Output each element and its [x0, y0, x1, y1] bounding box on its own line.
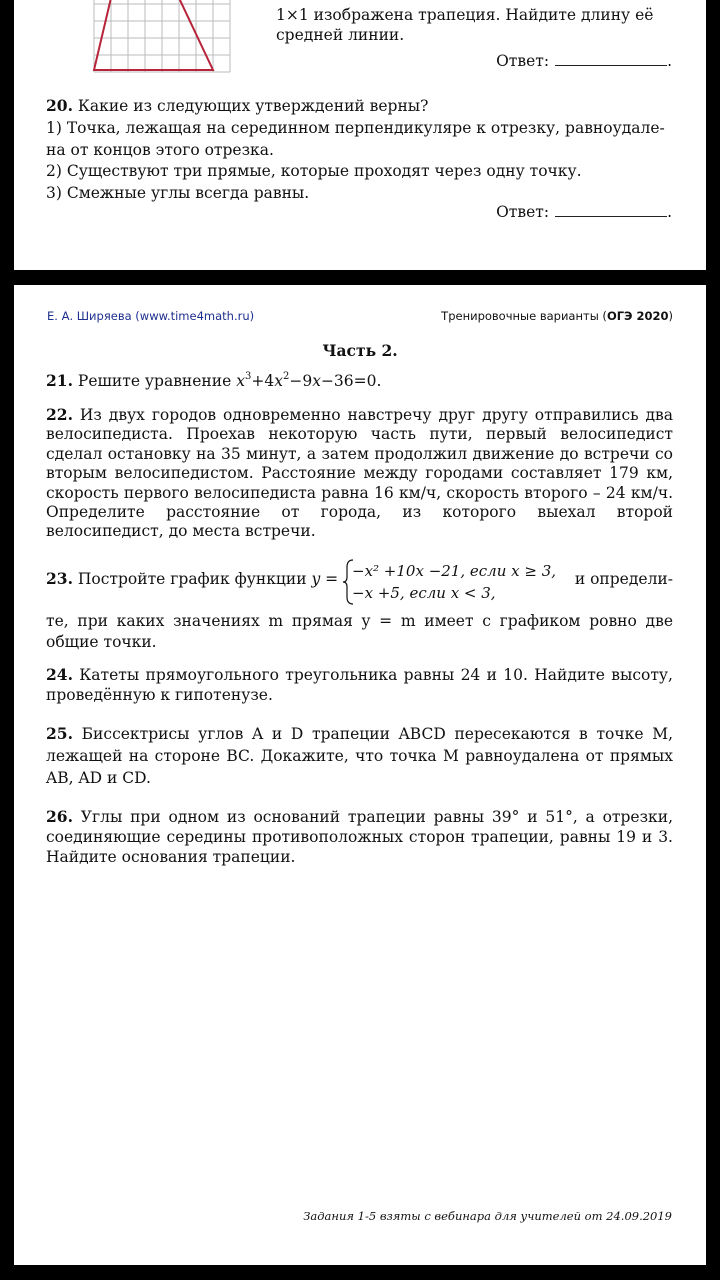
author-link[interactable]: Е. А. Ширяева (www.time4math.ru) [47, 309, 255, 323]
task20-question-text: Какие из следующих утверждений верны? [77, 97, 429, 115]
task-26 [46, 807, 673, 867]
task19-text-line2: средней линии. [276, 26, 405, 44]
task26-text: Углы при одном из оснований трапеции равны 39° и 51°, а отрезки, соединяющие середины противоположных сторон трапеции, равны 19 и 3. Найдите основания трапеции. [46, 808, 673, 866]
task19-answer-line [555, 51, 667, 66]
task20-answer-line [555, 202, 667, 217]
task20-answer-label: Ответ: [496, 203, 550, 221]
task-22 [46, 405, 673, 542]
task25-number: 25. [46, 724, 73, 743]
previous-page [14, 0, 706, 270]
task22-text: Из двух городов одновременно навстречу друг другу отправились два велосипедиста. Проехав некоторую часть пути, первый велосипедист сделал остановку на 35 минут, а затем продолжил движение до встречи со вторым велосипедистом. Расстояние между городами составляет 179 км, скорость первого велосипедиста равна 16 км/ч, скорость второго – 24 км/ч. Определите расстояние от города, из которого выехал второй велосипедист, до места встречи. [46, 406, 673, 541]
task20-statement-3: 3) Смежные углы всегда равны. [46, 184, 310, 202]
task23-text-rest: те, при каких значениях m прямая y = m имеет с графиком ровно две общие точки. [46, 612, 673, 651]
current-page [14, 285, 706, 1265]
task21-equation: $x^3+4x^2-9x-36=0$ [236, 371, 377, 390]
task25-text: Биссектрисы углов A и D трапеции ABCD пересекаются в точке M, лежащей на стороне BC. Докажите, что точка M равноудалена от прямых AB, AD и CD. [46, 725, 673, 787]
task20-question [46, 96, 428, 116]
part-title: Часть 2. [322, 341, 398, 360]
task23-text-before: Постройте график функции [77, 570, 307, 588]
task23-y-eq: y = [311, 570, 339, 588]
task-21: 21. Решите уравнение $x^3+4x^2-9x-36=0$. [46, 371, 382, 390]
page-header [47, 309, 673, 325]
task21-text: Решите уравнение [77, 372, 232, 390]
task21-number: 21. [46, 371, 73, 390]
task20-answer: Ответ: . [496, 203, 672, 221]
page-footer: Задания 1-5 взяты с вебинара для учителей от 24.09.2019 [303, 1209, 672, 1223]
task19-answer: Ответ: . [496, 52, 672, 70]
task20-number: 20. [46, 96, 73, 115]
task-24 [46, 665, 673, 705]
task23-case2: −x +5, если x < 3, [352, 584, 496, 602]
task-23 [46, 559, 673, 653]
task20-statement-1a: 1) Точка, лежащая на серединном перпендикуляре к отрезку, равноудале- [46, 119, 665, 137]
task19-text-line1: 1×1 изображена трапеция. Найдите длину её [276, 6, 654, 24]
task24-text: Катеты прямоугольного треугольника равны 24 и 10. Найдите высоту, проведённую к гипотенузе. [46, 666, 673, 704]
task24-number: 24. [46, 665, 73, 684]
task22-number: 22. [46, 405, 73, 424]
task20-statement-2: 2) Существуют три прямые, которые проходят через одну точку. [46, 162, 582, 180]
task23-text-after: и определи- [574, 570, 673, 588]
trapezoid-grid-figure [82, 0, 232, 76]
task26-number: 26. [46, 807, 73, 826]
task20-statement-1b: на от концов этого отрезка. [46, 141, 274, 159]
task19-answer-label: Ответ: [496, 52, 550, 70]
task23-number: 23. [46, 569, 73, 588]
task23-case1: −x² +10x −21, если x ≥ 3, [352, 562, 557, 580]
task-25 [46, 723, 673, 789]
variant-title: Тренировочные варианты (ОГЭ 2020) [441, 309, 673, 323]
